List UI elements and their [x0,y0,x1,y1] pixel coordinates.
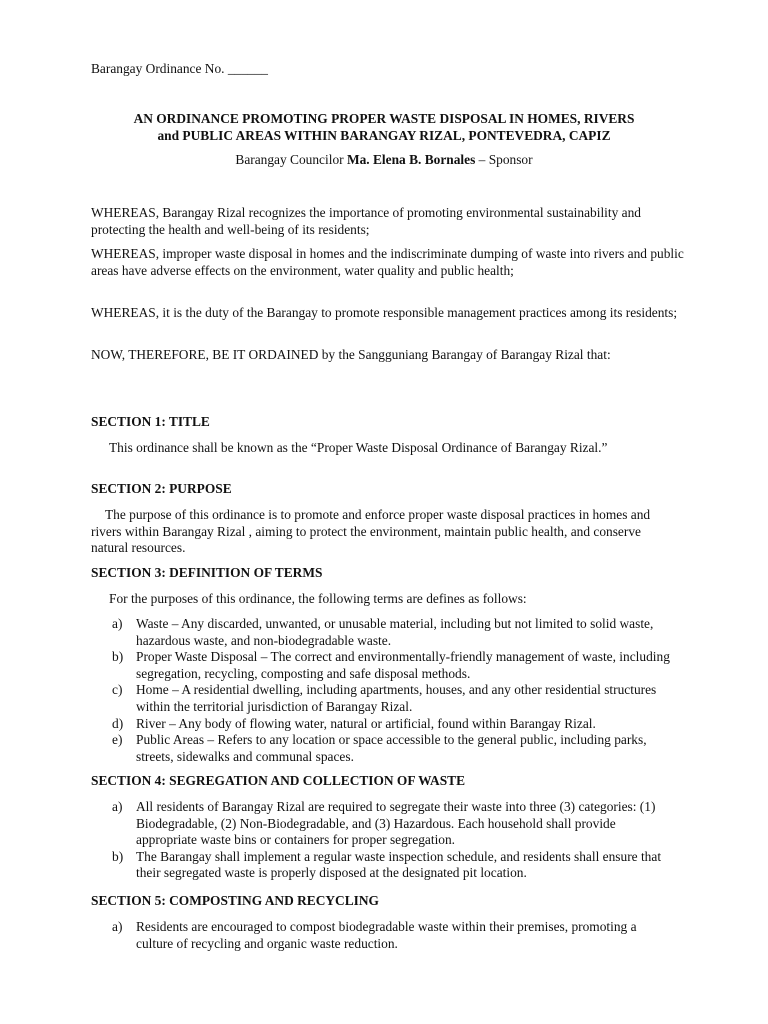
section-4-heading: SECTION 4: SEGREGATION AND COLLECTION OF WASTE [91,773,466,788]
list-marker: a) [112,616,123,631]
list-item-text: The Barangay shall implement a regular waste inspection schedule, and residents shall ensure that their segregated waste is properly disposed at the designated pit location. [136,848,662,881]
sponsor-suffix: – Sponsor [475,152,533,167]
section-1-body: This ordinance shall be known as the “Proper Waste Disposal Ordinance of Barangay Rizal.” [109,440,608,455]
list-item [112,799,672,849]
section-3-intro: For the purposes of this ordinance, the following terms are defines as follows: [109,591,527,606]
list-marker: d) [112,715,124,731]
section-2-heading: SECTION 2: PURPOSE [91,481,232,496]
list-item [112,649,672,682]
list-marker: a) [112,919,123,934]
ordained-clause: NOW, THEREFORE, BE IT ORDAINED by the Sangguniang Barangay of Barangay Rizal that: [91,347,611,362]
definitions-list [112,616,672,765]
list-item [112,919,672,952]
section-1-heading: SECTION 1: TITLE [91,414,210,429]
section-2-body: The purpose of this ordinance is to promote and enforce proper waste disposal practices in homes and rivers within Barangay Rizal , aiming to protect the environment, maintain public health, and conserve natural resources. [91,507,651,556]
list-item [112,616,672,649]
section-4-list [112,799,672,882]
title-line-2: and PUBLIC AREAS WITHIN BARANGAY RIZAL, PONTEVEDRA, CAPIZ [157,128,611,143]
whereas-clause-3: WHEREAS, it is the duty of the Barangay to promote responsible management practices among its residents; [91,305,678,320]
list-item-text: Public Areas – Refers to any location or space accessible to the general public, including parks, streets, sidewalks and communal spaces. [136,732,647,764]
ordinance-number: Barangay Ordinance No. ______ [91,61,269,76]
section-3-heading: SECTION 3: DEFINITION OF TERMS [91,565,323,580]
sponsor-line [60,152,708,168]
section-5-heading: SECTION 5: COMPOSTING AND RECYCLING [91,893,379,908]
section-5-list [112,919,672,952]
list-item [112,682,672,715]
list-marker: e) [112,732,123,748]
title-line-1: AN ORDINANCE PROMOTING PROPER WASTE DISPOSAL IN HOMES, RIVERS [133,111,635,126]
list-marker: a) [112,799,123,814]
list-item-text: Home – A residential dwelling, including apartments, houses, and any other residential structures within the territorial jurisdiction of Barangay Rizal. [136,682,657,714]
whereas-clause-2: WHEREAS, improper waste disposal in homes and the indiscriminate dumping of waste into rivers and public areas have adverse effects on the environment, water quality and public health; [91,246,684,278]
whereas-clause-1: WHEREAS, Barangay Rizal recognizes the importance of promoting environmental sustainability and protecting the health and well-being of its residents; [91,205,641,237]
document-title [60,110,708,144]
list-item [112,716,672,733]
list-marker: b) [112,848,124,864]
list-marker: c) [112,682,123,698]
list-item-text: All residents of Barangay Rizal are required to segregate their waste into three (3) categories: (1) Biodegradable, (2) Non-Biodegradable, and (3) Hazardous. Each household shall provide appropriate waste bins or containers for proper segregation. [136,799,656,848]
list-item [112,849,672,882]
list-item-text: Proper Waste Disposal – The correct and environmentally-friendly management of waste, including segregation, recycling, composting and safe disposal methods. [136,649,670,681]
list-item [112,732,672,765]
list-marker: b) [112,649,124,665]
sponsor-prefix: Barangay Councilor [235,152,347,167]
list-item-text: River – Any body of flowing water, natural or artificial, found within Barangay Rizal. [136,715,596,731]
list-item-text: Waste – Any discarded, unwanted, or unusable material, including but not limited to solid waste, hazardous waste, and non-biodegradable waste. [136,616,654,648]
list-item-text: Residents are encouraged to compost biodegradable waste within their premises, promoting a culture of recycling and organic waste reduction. [136,919,637,951]
sponsor-name: Ma. Elena B. Bornales [346,152,476,167]
